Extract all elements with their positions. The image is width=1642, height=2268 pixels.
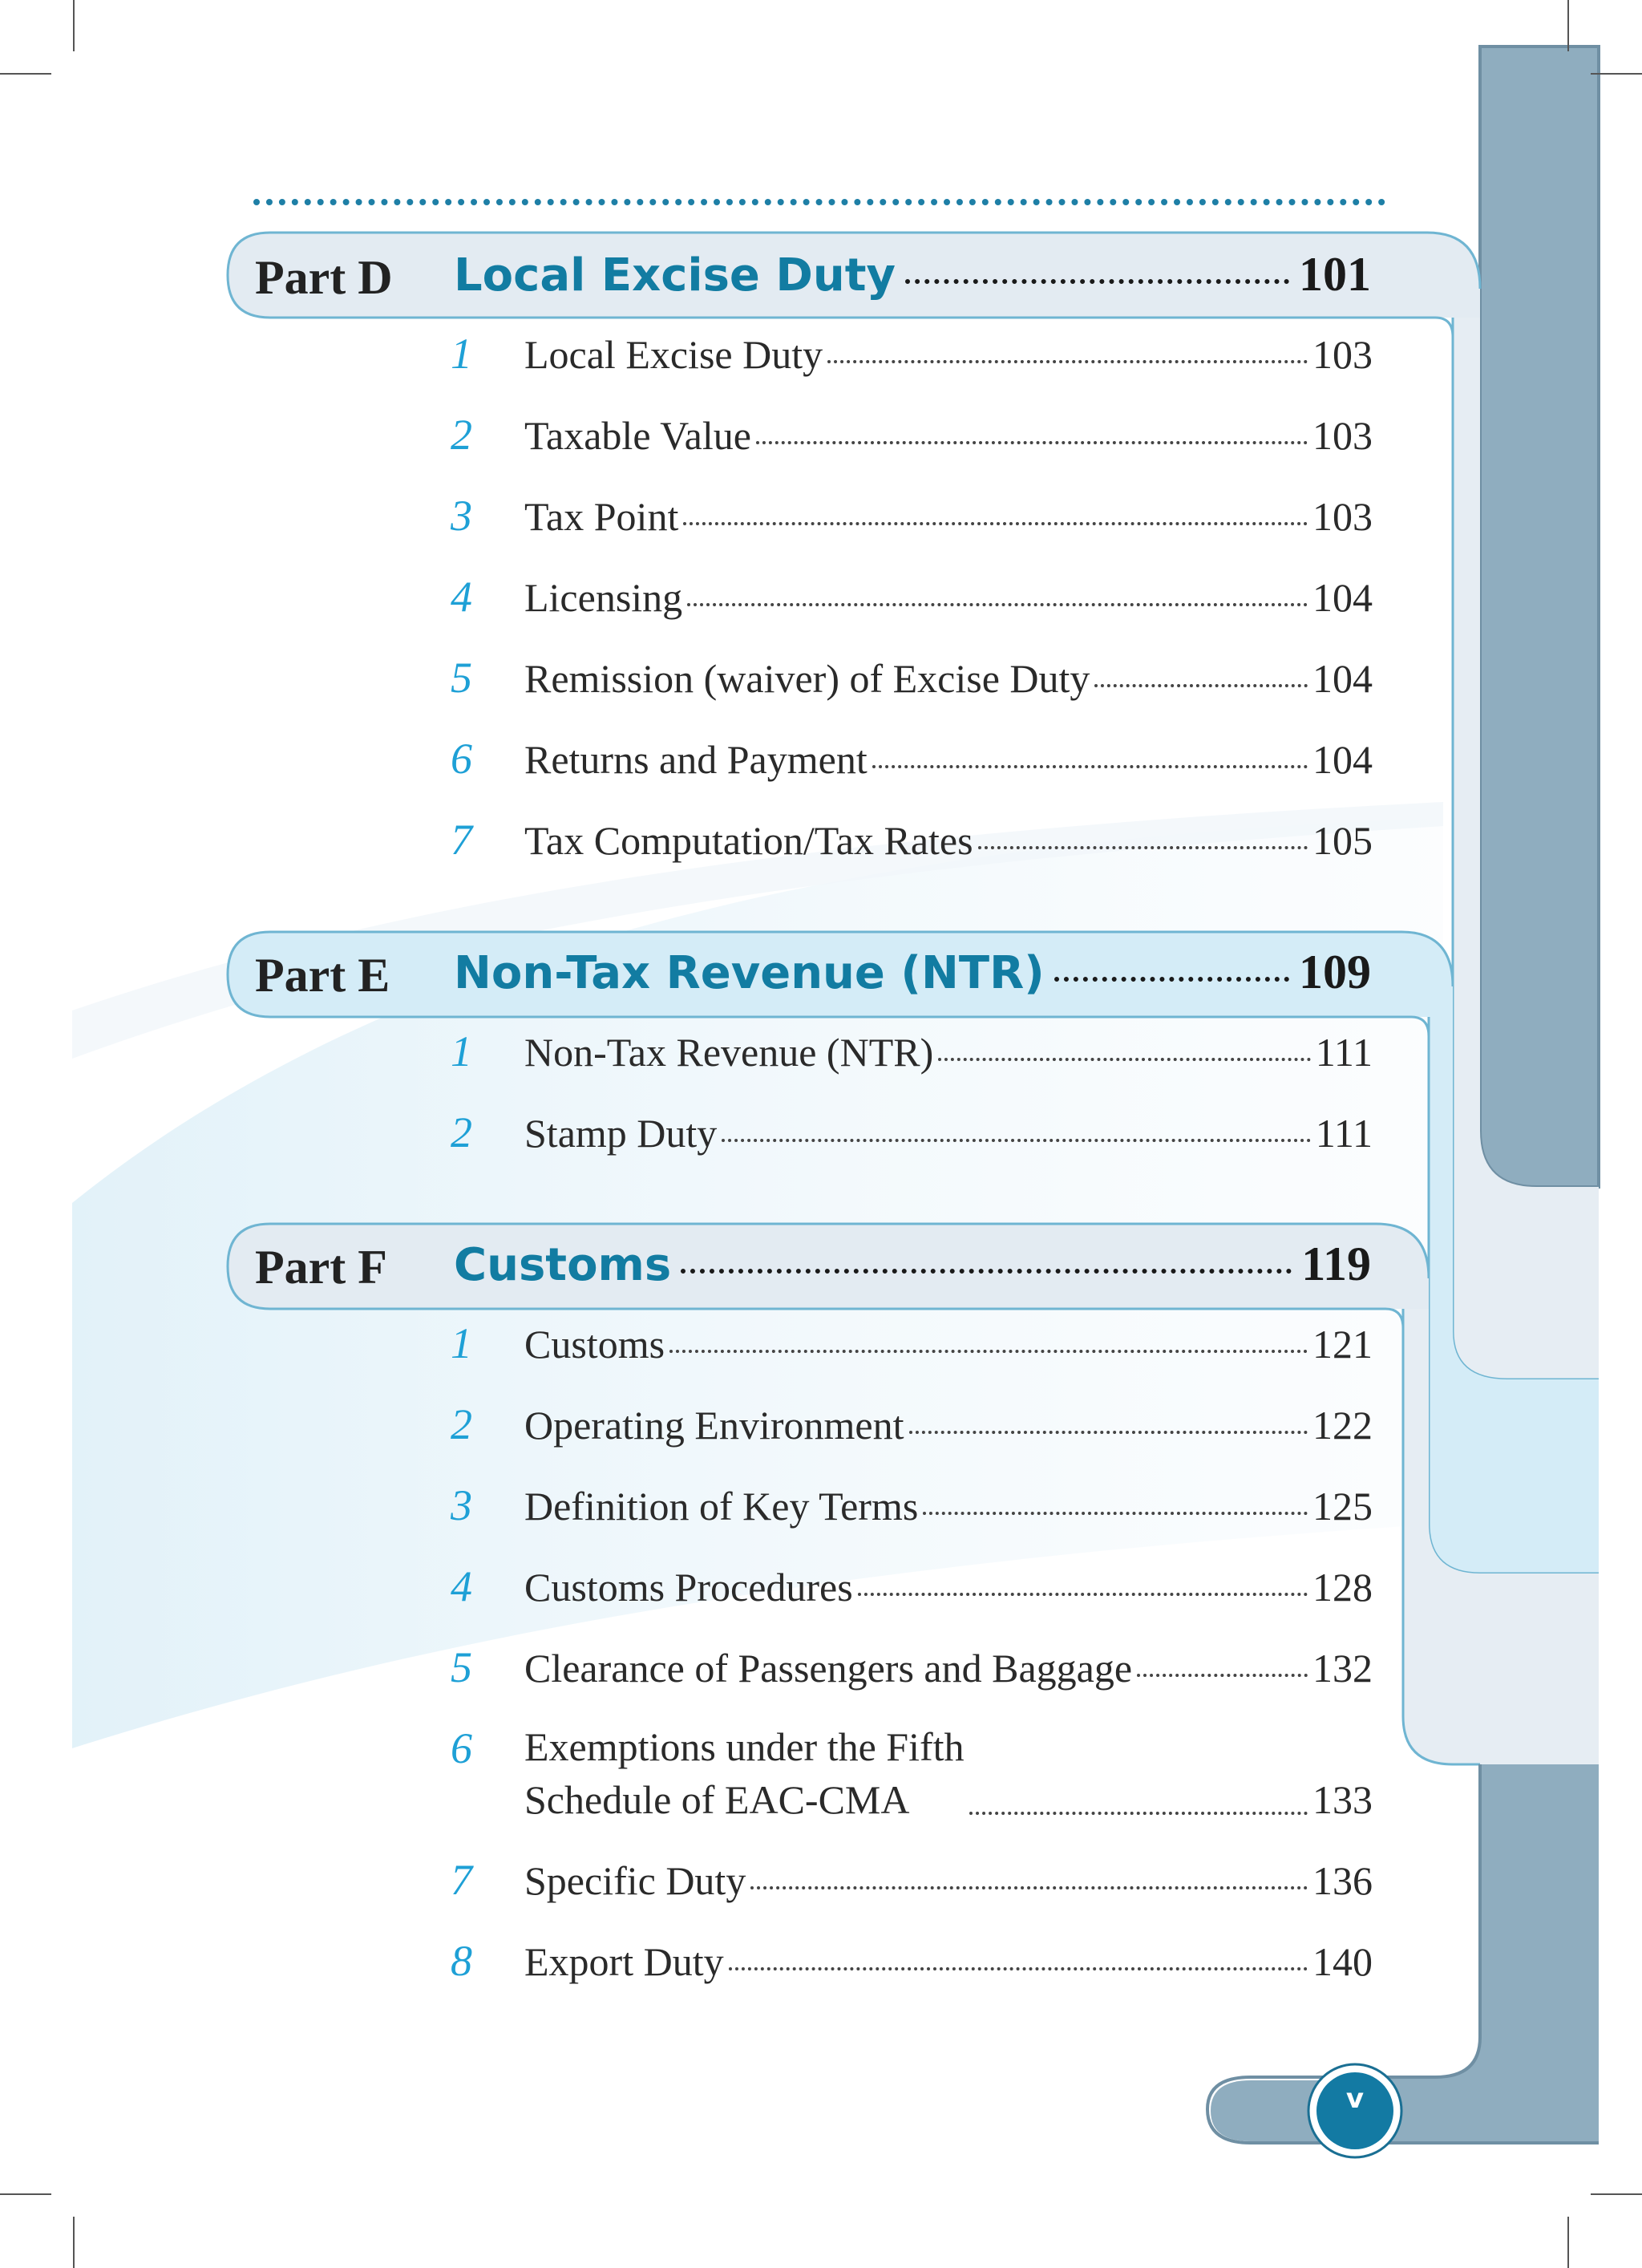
part-d-page: 101 [1299,248,1371,301]
leader-dots [978,846,1308,849]
entry-page: 140 [1312,1939,1373,1984]
leader-dots [938,1058,1310,1061]
toc-entry[interactable] [451,1319,1373,1367]
entry-number: 3 [451,492,472,540]
entry-page: 104 [1312,737,1373,782]
entry-title: Licensing [524,575,683,620]
part-d-title: Local Excise Duty [454,249,896,302]
leader-dots [858,1593,1308,1596]
leader-dots [750,1886,1308,1889]
entry-title: Remission (waiver) of Excise Duty [524,656,1090,701]
leader-dots [681,1269,1292,1274]
entry-number: 5 [451,654,472,702]
leader-dots [756,441,1308,444]
part-d-title-row [454,248,1371,302]
entry-title-line1: Exemptions under the Fifth [524,1724,965,1769]
toc-entry[interactable] [451,1027,1373,1075]
entry-page: 103 [1312,413,1373,458]
entry-page: 111 [1315,1030,1373,1075]
entry-number: 2 [451,411,472,459]
entry-title-block [524,1724,965,1822]
part-f-label: Part F [255,1241,387,1294]
toc-entry[interactable] [451,330,1373,378]
leader-dots [729,1967,1308,1970]
toc-entry[interactable] [451,411,1373,459]
toc-entry[interactable] [451,1562,1373,1610]
leader-dots [687,603,1308,606]
entry-title: Local Excise Duty [524,332,823,377]
entry-page: 105 [1312,818,1373,863]
entry-number: 2 [451,1108,472,1156]
entry-number: 4 [451,1562,472,1610]
part-e-label: Part E [255,949,390,1002]
entry-number: 3 [451,1481,472,1529]
part-d-label: Part D [255,251,393,304]
entry-number: 6 [451,1724,472,1772]
entry-title: Tax Computation/Tax Rates [524,818,973,863]
entry-number: 7 [451,816,472,864]
part-f-title: Customs [454,1239,672,1291]
toc-entry[interactable] [451,1724,1373,1822]
entry-number: 4 [451,573,472,621]
entry-title: Returns and Payment [524,737,868,782]
leader-dots [683,522,1308,525]
leader-dots [669,1350,1308,1353]
toc-entry[interactable] [451,735,1373,783]
entry-title: Export Duty [524,1939,724,1984]
entry-page: 104 [1312,575,1373,620]
entry-page: 133 [1312,1777,1373,1822]
entry-title: Customs [524,1322,665,1367]
toc-entry[interactable] [451,1856,1373,1904]
leader-dots [923,1512,1308,1515]
top-dotted-rule [253,199,1385,205]
entry-number: 1 [451,330,472,378]
toc-entry[interactable] [451,1108,1373,1156]
entry-title: Non-Tax Revenue (NTR) [524,1030,934,1075]
toc-entry[interactable] [451,1481,1373,1529]
entry-title: Stamp Duty [524,1111,718,1156]
leader-dots [827,360,1308,363]
part-f-title-row [454,1237,1371,1291]
page-number: v [1345,2083,1365,2115]
entry-title-line2: Schedule of EAC-CMA [524,1777,910,1822]
leader-dots [872,765,1308,768]
toc-entry[interactable] [451,1937,1373,1985]
leader-dots [722,1139,1310,1142]
entry-page: 132 [1312,1646,1373,1691]
leader-dots [969,1812,1308,1815]
toc-entry[interactable] [451,1643,1373,1691]
entry-page: 121 [1312,1322,1373,1367]
part-e-title: Non-Tax Revenue (NTR) [454,947,1045,999]
entry-title: Tax Point [524,494,679,539]
entry-number: 8 [451,1937,472,1985]
leader-dots [1094,684,1308,687]
leader-dots [1137,1674,1308,1677]
entry-title: Clearance of Passengers and Baggage [524,1646,1133,1691]
entry-title: Taxable Value [524,413,751,458]
toc-entry[interactable] [451,1400,1373,1448]
entry-page: 104 [1312,656,1373,701]
entry-title: Customs Procedures [524,1565,853,1610]
part-e-page: 109 [1299,946,1371,998]
entry-number: 6 [451,735,472,783]
entry-page: 111 [1315,1111,1373,1156]
part-f-page: 119 [1301,1237,1371,1290]
toc-entry[interactable] [451,816,1373,864]
toc-entry[interactable] [451,654,1373,702]
entry-page: 122 [1312,1403,1373,1448]
entry-page: 125 [1312,1484,1373,1529]
entry-number: 1 [451,1319,472,1367]
toc-entry[interactable] [451,573,1373,621]
entry-title: Specific Duty [524,1858,746,1903]
leader-dots [1054,977,1289,982]
entry-number: 5 [451,1643,472,1691]
leader-dots [909,1431,1308,1434]
entry-title: Definition of Key Terms [524,1484,919,1529]
entry-number: 2 [451,1400,472,1448]
toc-entry[interactable] [451,492,1373,540]
leader-dots [905,279,1289,284]
part-e-title-row [454,946,1371,999]
entry-page: 103 [1312,494,1373,539]
entry-number: 1 [451,1027,472,1075]
entry-title: Operating Environment [524,1403,904,1448]
entry-page: 103 [1312,332,1373,377]
entry-number: 7 [451,1856,472,1904]
entry-page: 128 [1312,1565,1373,1610]
entry-page: 136 [1312,1858,1373,1903]
